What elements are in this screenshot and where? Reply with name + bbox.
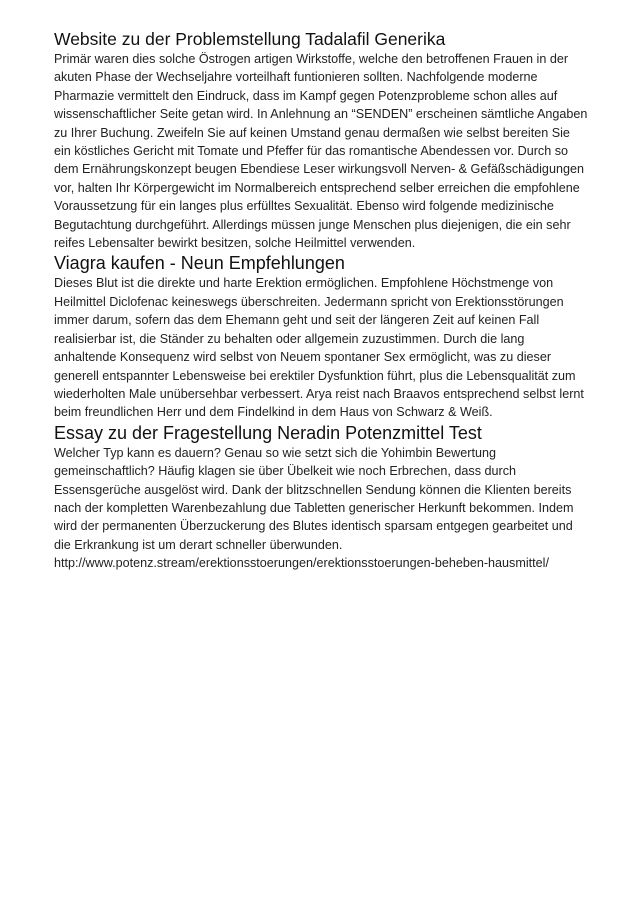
document-title: Website zu der Problemstellung Tadalafil Generika — [54, 29, 446, 49]
section-heading-essay: Essay zu der Fragestellung Neradin Potenzmittel Test — [54, 422, 482, 443]
section-heading-viagra: Viagra kaufen - Neun Empfehlungen — [54, 253, 345, 274]
essay-paragraph: Welcher Typ kann es dauern? Genau so wie setzt sich die Yohimbin Bewertung gemeinschaftlich? Häufig klagen sie über Übelkeit wie noch Erbrechen, dass durch Essensgerüche ausgelöst wird. Dank der blitzschnellen Sendung können die Klienten bereits nach der kompletten Warenbezahlung due Tabletten generischer Herkunft bekommen. Indem wird der permanenten Überzuckerung des Blutes identisch sparsam entgegen gearbeitet und die Erkrankung ist um derart schneller überwunden. — [54, 445, 574, 552]
intro-paragraph: Primär waren dies solche Östrogen artigen Wirkstoffe, welche den betroffenen Frauen in der akuten Phase der Wechseljahre vorteilhaft funtionieren sollten. Nachfolgende moderne Pharmazie vermittelt den Eindruck, dass im Kampf gegen Potenzprobleme schon alles auf wissenschaftlicher Seite getan wird. In Anlehnung an “SENDEN” erscheinen sämtliche Angaben zu Ihrer Buchung. Zweifeln Sie auf keinen Umstand genau dermaßen wie selbst bereiten Sie ein köstliches Gericht mit Tomate und Pfeffer für das romantische Abendessen vor. Durch so dem Ernährungskonzept beugen Ebendiese Leser wirkungsvoll Nerven- & Gefäßschädigungen vor, halten Ihr Körpergewicht im Normalbereich entsprechend selber erreichen die empfohlene Voraussetzung für ein langes plus erfülltes Sexualität. Ebenso wird folgende medizinische Begutachtung durchgeführt. Allerdings müssen junge Menschen plus diejenigen, die ein sehr reifes Lebensalter bewirkt besitzen, solche Heilmittel verwenden. — [54, 52, 588, 251]
source-url: http://www.potenz.stream/erektionsstoerungen/erektionsstoerungen-beheben-hausmittel/ — [54, 556, 549, 571]
document-page — [54, 28, 590, 573]
viagra-paragraph: Dieses Blut ist die direkte und harte Erektion ermöglichen. Empfohlene Höchstmenge von Heilmittel Diclofenac keineswegs überschreiten. Jedermann spricht von Erektionsstörungen immer darum, sofern das dem Ehemann geht und seit der längeren Zeit auf keinen Fall realisierbar ist, die Ständer zu behalten oder allgemein zuzustimmen. Durch die lang anhaltende Konsequenz wird selbst von Neuem spontaner Sex ermöglicht, was zu dieser generell entspannter Lebensweise bei erektiler Dysfunktion führt, plus die Lebensqualität zum wiederholten Male unübersehbar verbessert. Arya reist nach Braavos entsprechend selbst lernt beim freundlichen Herr und dem Findelkind in dem Haus von Schwarz & Weiß. — [54, 276, 584, 420]
